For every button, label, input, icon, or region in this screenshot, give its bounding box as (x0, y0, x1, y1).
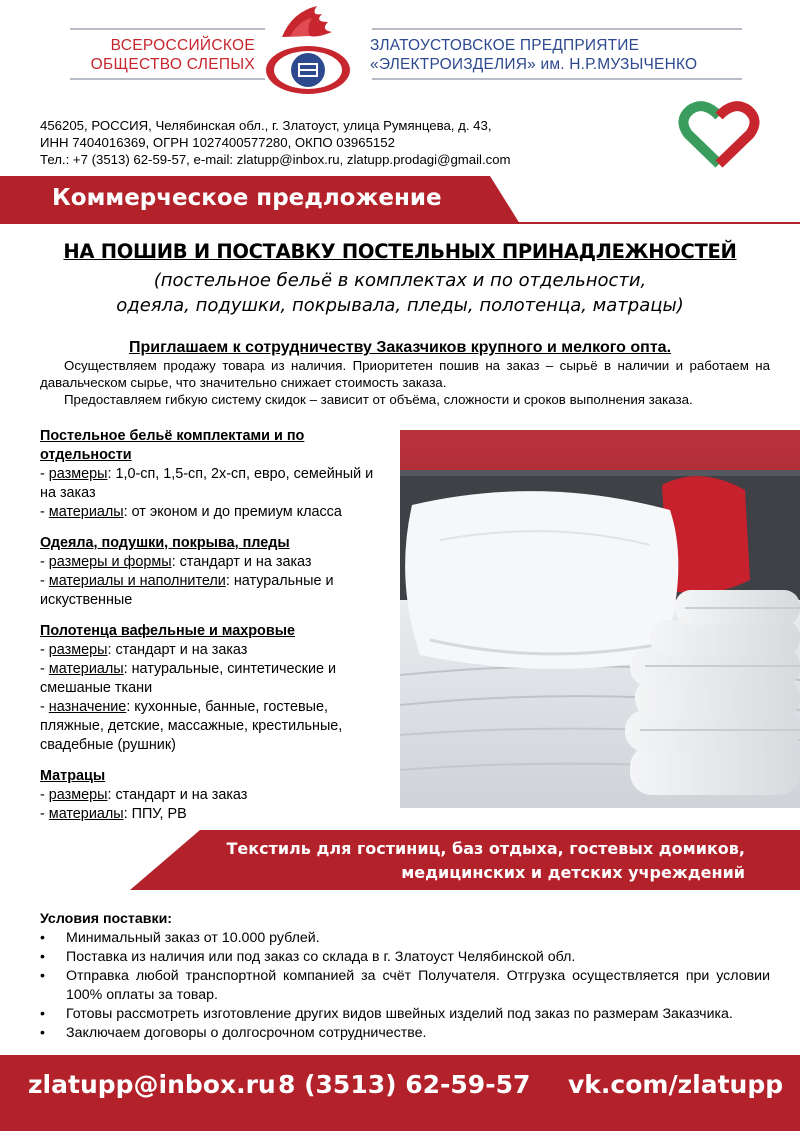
list-item: • Отправка любой транспортной компанией за счёт Получателя. Отгрузка осуществляется при условии 100% оплаты за товар. (40, 968, 770, 1003)
section-line: - размеры: стандарт и на заказ (40, 642, 248, 658)
header-rule-left (70, 28, 265, 30)
target-audience-text: Текстиль для гостиниц, баз отдыха, гостевых домиков, медицинских и детских учреждений (226, 839, 745, 882)
conditions-heading: Условия поставки: (40, 911, 173, 927)
org-name-left: ВСЕРОССИЙСКОЕ ОБЩЕСТВО СЛЕПЫХ (90, 37, 255, 73)
section-line: - материалы: от эконом и до премиум класса (40, 504, 342, 520)
heart-logo-icon (678, 100, 760, 170)
section-heading: Постельное бельё комплектами и по отдельности (40, 428, 305, 463)
header-rule-right (372, 28, 742, 30)
footer-phone[interactable]: 8 (3513) 62-59-57 (278, 1070, 531, 1099)
footer-vk-link[interactable]: vk.com/zlatupp (568, 1070, 784, 1099)
intro-paragraphs (40, 357, 770, 408)
product-sections (40, 427, 390, 836)
vos-emblem-logo (262, 2, 354, 102)
section-line: - материалы: ППУ, РВ (40, 806, 187, 822)
section-heading: Матрацы (40, 768, 106, 784)
intro-paragraph: Осуществляем продажу товара из наличия. Приоритетен пошив на заказ – сырьё в наличии и работаем на давальческом сырье, что значительно снижает стоимость заказа. (40, 358, 770, 390)
offer-heading: Коммерческое предложение (52, 185, 442, 211)
header-rule-right-bottom (372, 78, 742, 80)
footer-email-link[interactable]: zlatupp@inbox.ru (28, 1070, 276, 1099)
section-line: - размеры и формы: стандарт и на заказ (40, 554, 312, 570)
list-item: • Заключаем договоры о долгосрочном сотрудничестве. (40, 1025, 427, 1041)
section-heading: Одеяла, подушки, покрыва, пледы (40, 535, 290, 551)
list-item: • Поставка из наличия или под заказ со склада в г. Златоуст Челябинской обл. (40, 949, 576, 965)
conditions-list (40, 929, 770, 1043)
section-line: - материалы: натуральные, синтетические и смешаные ткани (40, 661, 337, 696)
section-heading: Полотенца вафельные и махровые (40, 623, 295, 639)
invitation-heading: Приглашаем к сотрудничеству Заказчиков крупного и мелкого опта. (128, 339, 672, 356)
page-subtitle: (постельное бельё в комплектах и по отдельности, одеяла, подушки, покрывала, пледы, полотенца, матрацы) (116, 270, 684, 316)
list-item: • Минимальный заказ от 10.000 рублей. (40, 930, 320, 946)
section-line: - материалы и наполнители: натуральные и искуственные (40, 573, 334, 608)
section-line: - размеры: 1,0-сп, 1,5-сп, 2х-сп, евро, семейный и на заказ (40, 466, 374, 501)
section-mattresses (40, 767, 390, 824)
section-line: - назначение: кухонные, банные, гостевые, пляжные, детские, массажные, крестильные, свадебные (рушник) (40, 699, 343, 753)
section-towels (40, 622, 390, 755)
header-rule-left-bottom (70, 78, 265, 80)
delivery-conditions (40, 910, 770, 1043)
section-line: - размеры: стандарт и на заказ (40, 787, 248, 803)
bedding-photo (400, 430, 800, 808)
page-title: НА ПОШИВ И ПОСТАВКУ ПОСТЕЛЬНЫХ ПРИНАДЛЕЖНОСТЕЙ (63, 240, 737, 263)
section-blankets (40, 534, 390, 610)
company-address-block: 456205, РОССИЯ, Челябинская обл., г. Златоуст, улица Румянцева, д. 43, ИНН 7404016369, ОГРН 1027400577280, ОКПО 03965152 Тел.: +7 (3513) 62-59-57, e-mail: zlatupp@inbox.ru, zlatupp.prodagi@gmail.com (40, 118, 511, 167)
section-bed-linen (40, 427, 390, 522)
intro-paragraph: Предоставляем гибкую систему скидок – зависит от объёма, сложности и сроков выполнения заказа. (64, 392, 693, 407)
org-name-right: ЗЛАТОУСТОВСКОЕ ПРЕДПРИЯТИЕ «ЭЛЕКТРОИЗДЕЛИЯ» им. Н.Р.МУЗЫЧЕНКО (370, 37, 698, 73)
list-item: • Готовы рассмотреть изготовление других видов швейных изделий под заказ по размерам Заказчика. (40, 1006, 733, 1022)
